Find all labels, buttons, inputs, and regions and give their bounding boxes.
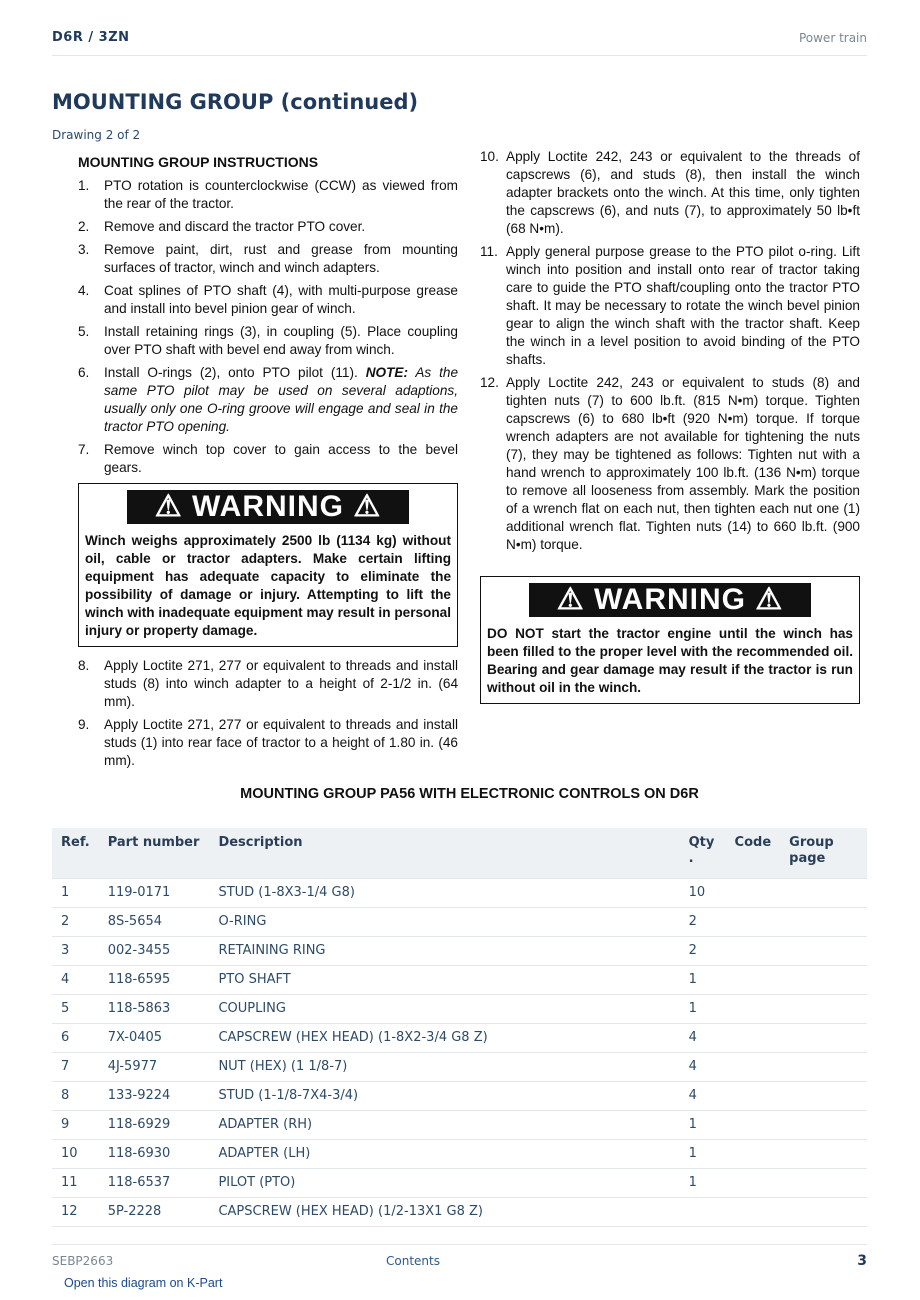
scanned-instructions (72, 148, 867, 808)
cell-group-page (780, 936, 867, 965)
cell-ref: 11 (52, 1168, 99, 1197)
cell-description: COUPLING (209, 994, 679, 1023)
step-number: 2. (78, 219, 90, 234)
instruction-step (78, 716, 458, 770)
cell-code (726, 1052, 781, 1081)
cell-code (726, 907, 781, 936)
table-row (52, 936, 867, 965)
cell-qty (680, 1197, 726, 1226)
page-footer (52, 1244, 867, 1270)
table-row (52, 965, 867, 994)
cell-group-page (780, 1197, 867, 1226)
cell-group-page (780, 965, 867, 994)
warning-banner: ⚠ WARNING ⚠ (529, 583, 811, 617)
step-number: 7. (78, 442, 90, 457)
cell-group-page (780, 878, 867, 907)
cell-code (726, 965, 781, 994)
cell-code (726, 1081, 781, 1110)
cell-code (726, 994, 781, 1023)
col-header-group-page: Group page (789, 835, 834, 866)
step-text: Apply Loctite 271, 277 or equivalent to threads and install studs (1) into rear face of tractor to a height of 1.80 in. (46 mm). (104, 717, 458, 768)
cell-code (726, 1197, 781, 1226)
step-text: Apply general purpose grease to the PTO pilot o-ring. Lift winch into position and install onto rear of tractor taking care to guide the PTO shaft/coupling onto the tractor PTO shaft. It may be necessary to rotate the winch bevel pinion gear to align the winch shaft with the tractor shaft. Keep the winch in a level position to avoid binding of the PTO shafts. (506, 244, 860, 367)
step-number: 3. (78, 242, 90, 257)
instruction-step (480, 148, 860, 238)
cell-ref: 4 (52, 965, 99, 994)
instructions-heading: MOUNTING GROUP INSTRUCTIONS (78, 154, 319, 170)
cell-qty: 2 (680, 936, 726, 965)
cell-description: ADAPTER (LH) (209, 1139, 679, 1168)
cell-part-number: 118-6929 (99, 1110, 210, 1139)
cell-part-number: 118-5863 (99, 994, 210, 1023)
warning-banner: ⚠ WARNING ⚠ (127, 490, 409, 524)
cell-qty: 1 (680, 994, 726, 1023)
cell-group-page (780, 1110, 867, 1139)
cell-description: CAPSCREW (HEX HEAD) (1-8X2-3/4 G8 Z) (209, 1023, 679, 1052)
step-number: 10. (480, 149, 499, 164)
steps-right-list (480, 148, 860, 554)
step-number: 9. (78, 717, 90, 732)
cell-qty: 1 (680, 1139, 726, 1168)
table-row (52, 1139, 867, 1168)
cell-part-number: 133-9224 (99, 1081, 210, 1110)
cell-qty: 4 (680, 1052, 726, 1081)
table-row (52, 1168, 867, 1197)
instruction-step (78, 441, 458, 477)
cell-code (726, 1168, 781, 1197)
cell-ref: 3 (52, 936, 99, 965)
model-label: D6R / 3ZN (52, 30, 130, 45)
step-text: Remove paint, dirt, rust and grease from mounting surfaces of tractor, winch and winch adapters. (104, 242, 458, 275)
warning-text: Winch weighs approximately 2500 lb (1134 kg) without oil, cable or tractor adapters. Make certain lifting equipment has adequate capacity to eliminate the possibility of damage or injury. Attempting to lift the winch with inadequate equipment may result in personal injury or property damage. (85, 533, 451, 638)
cell-code (726, 1139, 781, 1168)
cell-qty: 2 (680, 907, 726, 936)
warning-box-lifting (78, 483, 458, 647)
cell-part-number: 118-6930 (99, 1139, 210, 1168)
parts-table-header (52, 828, 867, 878)
steps-left-list (78, 177, 458, 477)
instruction-step (78, 282, 458, 318)
cell-description: STUD (1-1/8-7X4-3/4) (209, 1081, 679, 1110)
cell-qty: 4 (680, 1081, 726, 1110)
cell-code (726, 1110, 781, 1139)
table-row (52, 1081, 867, 1110)
cell-group-page (780, 1052, 867, 1081)
cell-part-number: 002-3455 (99, 936, 210, 965)
cell-ref: 5 (52, 994, 99, 1023)
cell-part-number: 4J-5977 (99, 1052, 210, 1081)
warning-text: DO NOT start the tractor engine until the winch has been filled to the proper level with the recommended oil. Bearing and gear damage may result if the tractor is run without oil in the winch. (487, 626, 853, 695)
k-part-link[interactable]: Open this diagram on K-Part (64, 1276, 223, 1290)
instruction-step (78, 177, 458, 213)
step-number: 4. (78, 283, 90, 298)
instruction-step (78, 241, 458, 277)
cell-description: STUD (1-8X3-1/4 G8) (209, 878, 679, 907)
col-header-ref: Ref. (61, 835, 90, 850)
table-row (52, 994, 867, 1023)
cell-group-page (780, 907, 867, 936)
drawing-caption: MOUNTING GROUP PA56 WITH ELECTRONIC CONTROLS ON D6R (240, 786, 699, 802)
col-header-description: Description (218, 835, 303, 850)
step-text: Apply Loctite 242, 243 or equivalent to studs (8) and tighten nuts (7) to 600 lb.ft. (815 N•m) torque. Tighten capscrews (6) to 680 lb•ft (920 N•m) torque. If torque wrench adapters are not available for tightening the nuts (7), they may be tightened as follows: Tighten nut with a hand wrench to approximately 100 lb.ft. (136 N•m) torque to remove all looseness from assembly. Mark the position of a wrench flat on each nut, then tighten each nut one (1) additional wrench flat. Tighten nuts (14) to 660 lb.ft. (900 N•m) torque. (506, 375, 860, 552)
cell-ref: 2 (52, 907, 99, 936)
cell-ref: 8 (52, 1081, 99, 1110)
instruction-step (78, 364, 458, 436)
page-header (52, 28, 867, 56)
step-text: Remove and discard the tractor PTO cover. (104, 219, 366, 234)
cell-part-number: 8S-5654 (99, 907, 210, 936)
step-text: Apply Loctite 242, 243 or equivalent to the threads of capscrews (6), and studs (8), then install the winch adapter brackets onto the winch. At this time, only tighten the capscrews (6), and nuts (7), to approximately 50 lb•ft (68 N•m). (506, 149, 860, 236)
step-text: Remove winch top cover to gain access to the bevel gears. (104, 442, 458, 475)
cell-description: O-RING (209, 907, 679, 936)
cell-group-page (780, 1139, 867, 1168)
cell-description: PILOT (PTO) (209, 1168, 679, 1197)
cell-qty: 10 (680, 878, 726, 907)
cell-code (726, 878, 781, 907)
instructions-right-column (480, 148, 860, 714)
note-text: As the same PTO pilot may be used on several adaptions, usually only one O-ring groove will engage and seal in the tractor PTO opening. (104, 365, 459, 434)
cell-qty: 1 (680, 1168, 726, 1197)
cell-part-number: 119-0171 (99, 878, 210, 907)
cell-part-number: 7X-0405 (99, 1023, 210, 1052)
cell-part-number: 5P-2228 (99, 1197, 210, 1226)
page-number: 3 (857, 1253, 867, 1269)
document-number: SEBP2663 (52, 1254, 114, 1268)
cell-ref: 6 (52, 1023, 99, 1052)
cell-description: PTO SHAFT (209, 965, 679, 994)
col-header-part-number: Part number (107, 835, 200, 850)
step-text: Install O-rings (2), onto PTO pilot (11). (104, 365, 358, 380)
contents-link[interactable]: Contents (386, 1254, 440, 1268)
cell-qty: 4 (680, 1023, 726, 1052)
instruction-step (78, 657, 458, 711)
table-row (52, 878, 867, 907)
instructions-left-column (78, 148, 458, 775)
table-row (52, 1197, 867, 1226)
note-label: NOTE: (365, 365, 408, 380)
step-text: Coat splines of PTO shaft (4), with multi-purpose grease and install into bevel pinion gear of winch. (104, 283, 458, 316)
instruction-step (480, 374, 860, 554)
step-text: Apply Loctite 271, 277 or equivalent to threads and install studs (8) into winch adapter to a height of 2-1/2 in. (64 mm). (104, 658, 458, 709)
cell-code (726, 936, 781, 965)
cell-part-number: 118-6595 (99, 965, 210, 994)
table-row (52, 1110, 867, 1139)
cell-description: ADAPTER (RH) (209, 1110, 679, 1139)
step-number: 8. (78, 658, 90, 673)
cell-qty: 1 (680, 965, 726, 994)
parts-table-body (52, 878, 867, 1226)
cell-description: NUT (HEX) (1 1/8-7) (209, 1052, 679, 1081)
cell-ref: 12 (52, 1197, 99, 1226)
page-title-bold: MOUNTING GROUP (52, 90, 274, 114)
cell-group-page (780, 1023, 867, 1052)
parts-table (52, 828, 867, 1227)
steps-left-list-2 (78, 657, 458, 770)
table-row (52, 907, 867, 936)
cell-code (726, 1023, 781, 1052)
page-title-rest: (continued) (273, 90, 419, 114)
cell-description: CAPSCREW (HEX HEAD) (1/2-13X1 G8 Z) (209, 1197, 679, 1226)
drawing-subtitle: Drawing 2 of 2 (52, 128, 141, 142)
page-title (52, 90, 418, 114)
table-row (52, 1023, 867, 1052)
cell-description: RETAINING RING (209, 936, 679, 965)
step-number: 5. (78, 324, 90, 339)
cell-ref: 10 (52, 1139, 99, 1168)
step-number: 12. (480, 375, 499, 390)
cell-group-page (780, 994, 867, 1023)
step-number: 1. (78, 178, 90, 193)
step-text: PTO rotation is counterclockwise (CCW) as viewed from the rear of the tractor. (104, 178, 458, 211)
step-number: 11. (480, 244, 498, 259)
cell-qty: 1 (680, 1110, 726, 1139)
cell-ref: 7 (52, 1052, 99, 1081)
cell-ref: 1 (52, 878, 99, 907)
instruction-step (480, 243, 860, 369)
table-row (52, 1052, 867, 1081)
step-number: 6. (78, 365, 90, 380)
section-label: Power train (798, 31, 867, 45)
col-header-qty: Qty . (688, 835, 715, 866)
instruction-step (78, 218, 458, 236)
warning-box-oil (480, 576, 860, 704)
instruction-step (78, 323, 458, 359)
cell-group-page (780, 1168, 867, 1197)
col-header-code: Code (734, 835, 772, 850)
cell-part-number: 118-6537 (99, 1168, 210, 1197)
cell-ref: 9 (52, 1110, 99, 1139)
step-text: Install retaining rings (3), in coupling (5). Place coupling over PTO shaft with bevel end away from winch. (104, 324, 458, 357)
cell-group-page (780, 1081, 867, 1110)
